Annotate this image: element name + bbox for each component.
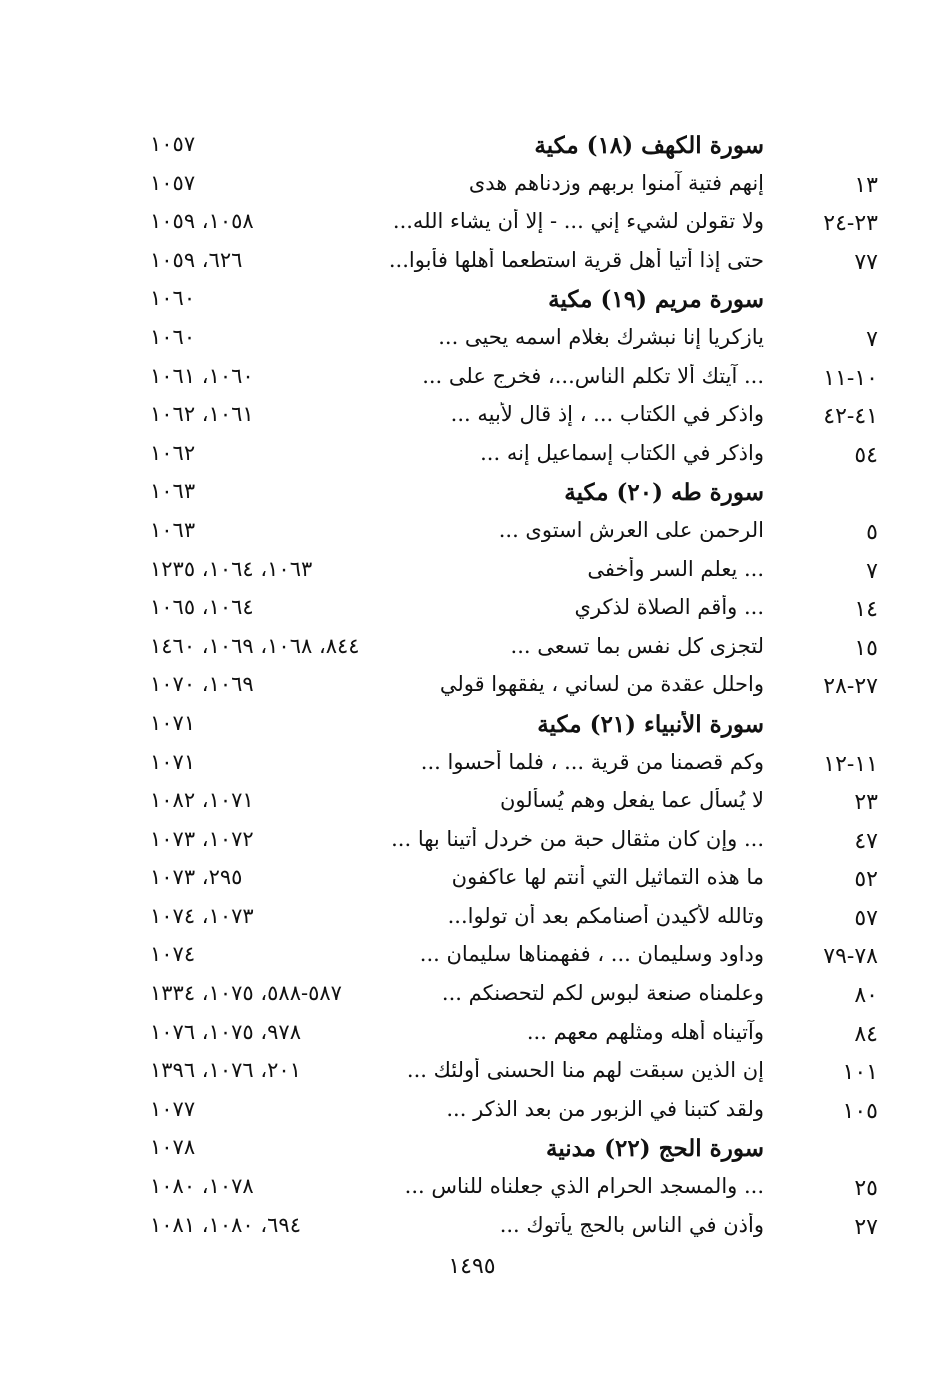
verse-text: ما هذه التماثيل التي أنتم لها عاكفون xyxy=(451,865,764,890)
verse-entry-row xyxy=(0,898,944,937)
verse-text: واذكر في الكتاب إسماعيل إنه ... xyxy=(480,440,764,465)
verse-entry-row xyxy=(0,1052,944,1091)
page-references: ١٠٧١ xyxy=(150,749,196,774)
page-references: ١٠٦١، ١٠٦٢ xyxy=(150,402,254,427)
verse-entry-row xyxy=(0,589,944,628)
page-references: ١٠٦٠، ١٠٦١ xyxy=(150,363,254,388)
verse-text: واذكر في الكتاب ... ، إذ قال لأبيه ... xyxy=(450,402,764,427)
verse-number: ١٣ xyxy=(854,172,878,198)
surah-heading-row xyxy=(0,126,944,165)
page-references: ١٠٥٨، ١٠٥٩ xyxy=(150,209,254,234)
surah-title: سورة الحج (٢٢) مدنية xyxy=(546,1135,764,1163)
page-references: ١٠٥٧ xyxy=(150,170,196,195)
page-references: ١٠٦٤، ١٠٦٥ xyxy=(150,595,254,620)
page-references: ١٠٧٨، ١٠٨٠ xyxy=(150,1174,254,1199)
verse-entry-row xyxy=(0,396,944,435)
page-references: ١٠٦٣ xyxy=(150,479,196,504)
verse-entry-row xyxy=(0,319,944,358)
verse-text: ... والمسجد الحرام الذي جعلناه للناس ... xyxy=(404,1174,764,1199)
page-references: ٦٩٤، ١٠٨٠، ١٠٨١ xyxy=(150,1212,301,1237)
verse-text: ... يعلم السر وأخفى xyxy=(587,556,764,581)
verse-text: ... آيتك ألا تكلم الناس...، فخرج على ... xyxy=(422,363,764,388)
verse-text: وعلمناه صنعة لبوس لكم لتحصنكم ... xyxy=(441,981,764,1006)
verse-index-list xyxy=(0,126,944,1245)
verse-entry-row xyxy=(0,1207,944,1246)
verse-text: ... وأقم الصلاة لذكري xyxy=(574,595,764,620)
page-references: ١٠٧١ xyxy=(150,710,196,735)
verse-number: ٢٧ xyxy=(854,1214,878,1240)
page-references: ٢٩٥، ١٠٧٣ xyxy=(150,865,243,890)
verse-number: ٧ xyxy=(866,326,878,352)
verse-number: ٤٧ xyxy=(854,828,878,854)
verse-text: إن الذين سبقت لهم منا الحسنى أولئك ... xyxy=(406,1058,764,1083)
verse-number: ٧٧ xyxy=(854,249,878,275)
page-references: ١٠٦٢ xyxy=(150,440,196,465)
verse-text: وكم قصمنا من قرية ... ، فلما أحسوا ... xyxy=(420,749,764,774)
verse-entry-row xyxy=(0,203,944,242)
page-references: ١٠٦٣، ١٠٦٤، ١٢٣٥ xyxy=(150,556,313,581)
verse-number: ٥٧ xyxy=(854,905,878,931)
surah-heading-row xyxy=(0,705,944,744)
verse-number: ٧ xyxy=(866,558,878,584)
verse-entry-row xyxy=(0,1091,944,1130)
verse-entry-row xyxy=(0,1168,944,1207)
verse-text: وآتيناه أهله ومثلهم معهم ... xyxy=(526,1019,764,1044)
verse-number: ١٠-١١ xyxy=(823,365,878,391)
verse-text: ولقد كتبنا في الزبور من بعد الذكر ... xyxy=(446,1096,764,1121)
verse-number: ٢٥ xyxy=(854,1176,878,1202)
verse-entry-row xyxy=(0,551,944,590)
page-references: ٢٠١، ١٠٧٦، ١٣٩٦ xyxy=(150,1058,301,1083)
verse-entry-row xyxy=(0,242,944,281)
page-number: ١٤٩٥ xyxy=(448,1254,496,1279)
page-references: ١٠٧٨ xyxy=(150,1135,196,1160)
surah-heading-row xyxy=(0,473,944,512)
verse-number: ٢٣-٢٤ xyxy=(823,211,878,237)
page-references: ٨٤٤، ١٠٦٨، ١٠٦٩، ١٤٦٠ xyxy=(150,633,360,658)
verse-entry-row xyxy=(0,975,944,1014)
verse-entry-row xyxy=(0,782,944,821)
verse-text: لتجزى كل نفس بما تسعى ... xyxy=(510,633,764,658)
page-references: ٩٧٨، ١٠٧٥، ١٠٧٦ xyxy=(150,1019,301,1044)
page-references: ١٠٧٢، ١٠٧٣ xyxy=(150,826,254,851)
page-references: ١٠٧٧ xyxy=(150,1096,196,1121)
verse-entry-row xyxy=(0,859,944,898)
verse-number: ١٠١ xyxy=(842,1060,878,1086)
verse-number: ٢٧-٢٨ xyxy=(823,674,878,700)
page-references: ١٠٥٧ xyxy=(150,132,196,156)
verse-entry-row xyxy=(0,936,944,975)
verse-number: ٤١-٤٢ xyxy=(823,404,878,430)
verse-entry-row xyxy=(0,435,944,474)
verse-text: وداود وسليمان ... ، ففهمناها سليمان ... xyxy=(419,942,764,967)
surah-title: سورة مريم (١٩) مكية xyxy=(548,286,764,314)
verse-text: وأذن في الناس بالحج يأتوك ... xyxy=(499,1212,764,1237)
verse-number: ٥٢ xyxy=(854,867,878,893)
verse-text: الرحمن على العرش استوى ... xyxy=(498,517,764,542)
page-references: ١٠٦٣ xyxy=(150,517,196,542)
verse-number: ١٥ xyxy=(854,635,878,661)
verse-number: ١٠٥ xyxy=(842,1098,878,1124)
page-references: ٦٢٦، ١٠٥٩ xyxy=(150,247,243,272)
verse-text: إنهم فتية آمنوا بربهم وزدناهم هدى xyxy=(468,170,764,195)
page-references: ٥٨٧-٥٨٨، ١٠٧٥، ١٣٣٤ xyxy=(150,981,342,1006)
verse-number: ١١-١٢ xyxy=(823,751,878,777)
verse-entry-row xyxy=(0,628,944,667)
surah-title: سورة طه (٢٠) مكية xyxy=(564,479,764,507)
surah-heading-row xyxy=(0,1129,944,1168)
page-references: ١٠٧٤ xyxy=(150,942,196,967)
verse-entry-row xyxy=(0,512,944,551)
surah-title: سورة الأنبياء (٢١) مكية xyxy=(537,710,764,738)
surah-heading-row xyxy=(0,280,944,319)
surah-title: سورة الكهف (١٨) مكية xyxy=(534,132,764,159)
verse-entry-row xyxy=(0,358,944,397)
verse-entry-row xyxy=(0,165,944,204)
verse-entry-row xyxy=(0,744,944,783)
verse-text: ... وإن كان مثقال حبة من خردل أتينا بها ... xyxy=(391,826,764,851)
page-references: ١٠٧١، ١٠٨٢ xyxy=(150,788,254,813)
verse-text: يازكريا إنا نبشرك بغلام اسمه يحيى ... xyxy=(438,324,764,349)
verse-number: ٧٨-٧٩ xyxy=(823,944,878,970)
verse-text: لا يُسأل عما يفعل وهم يُسألون xyxy=(500,788,764,813)
verse-entry-row xyxy=(0,821,944,860)
verse-number: ٨٠ xyxy=(854,983,878,1009)
verse-number: ٨٤ xyxy=(854,1021,878,1047)
verse-text: ولا تقولن لشيء إني ... - إلا أن يشاء الله... xyxy=(392,209,764,234)
page-references: ١٠٧٣، ١٠٧٤ xyxy=(150,903,254,928)
verse-text: وتالله لأكيدن أصنامكم بعد أن تولوا... xyxy=(447,903,764,928)
page-references: ١٠٦٠ xyxy=(150,324,196,349)
verse-entry-row xyxy=(0,1014,944,1053)
page-references: ١٠٦٠ xyxy=(150,286,196,311)
page-references: ١٠٦٩، ١٠٧٠ xyxy=(150,672,254,697)
verse-entry-row xyxy=(0,666,944,705)
verse-number: ١٤ xyxy=(854,597,878,623)
verse-number: ٢٣ xyxy=(854,790,878,816)
verse-text: واحلل عقدة من لساني ، يفقهوا قولي xyxy=(439,672,764,697)
verse-text: حتى إذا أتيا أهل قرية استطعما أهلها فأبوا... xyxy=(388,247,764,272)
verse-number: ٥٤ xyxy=(854,442,878,468)
verse-number: ٥ xyxy=(866,519,878,545)
